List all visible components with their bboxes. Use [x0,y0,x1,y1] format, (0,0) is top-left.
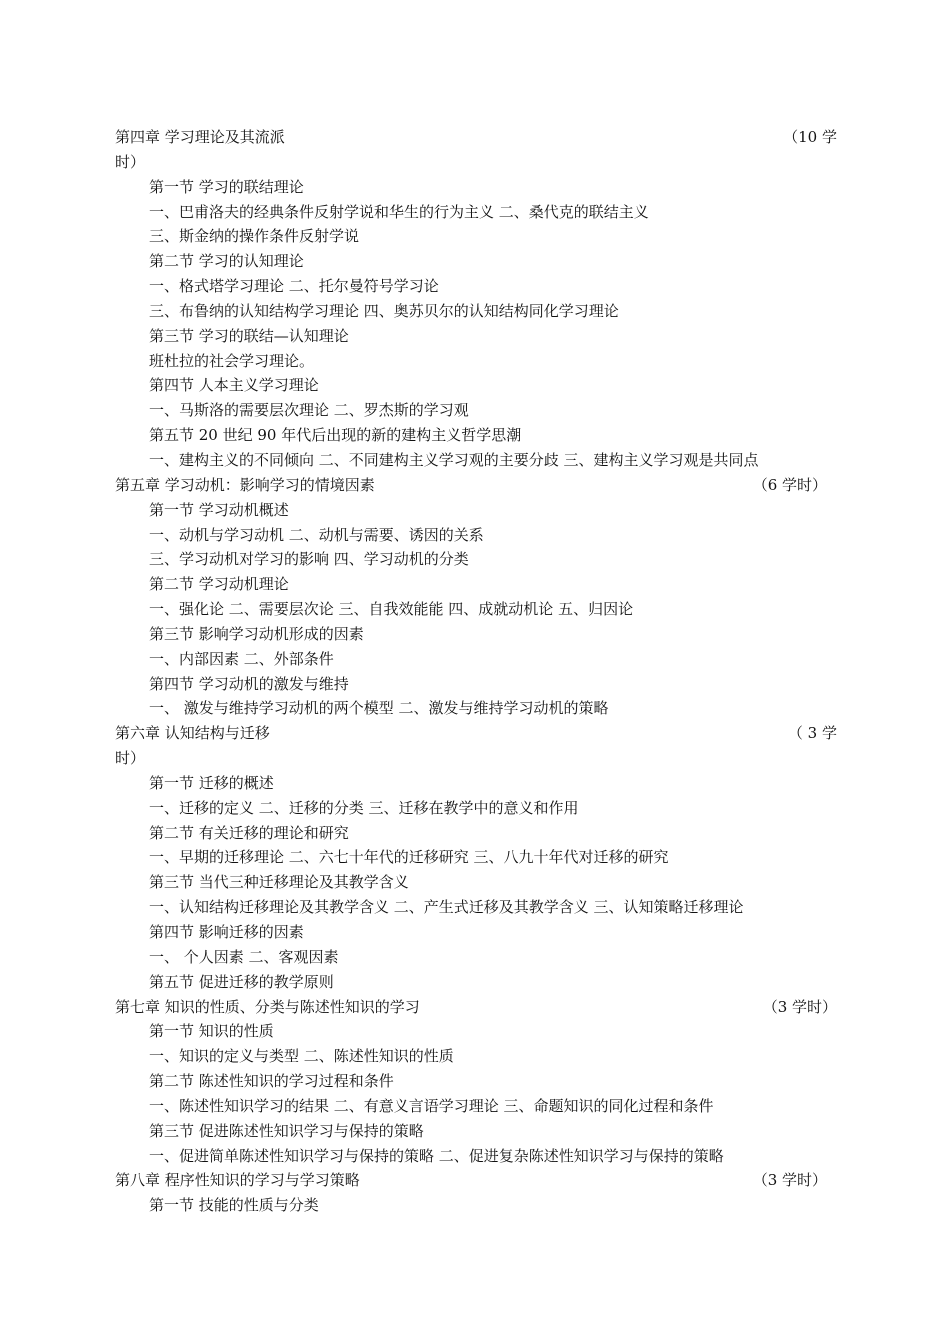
topic-line: 一、强化论 二、需要层次论 三、自我效能能 四、成就动机论 五、归因论 [149,600,634,619]
chapter-heading [115,721,837,746]
section-heading: 第二节 学习的认知理论 [149,252,304,271]
chapter-title: 第七章 知识的性质、分类与陈述性知识的学习 [115,997,420,1016]
section-heading: 第二节 有关迁移的理论和研究 [149,823,349,842]
section-heading: 第一节 学习动机概述 [149,500,289,519]
chapter-title: 第四章 学习理论及其流派 [115,128,285,146]
section-heading: 第四节 影响迁移的因素 [149,923,304,941]
topic-line: 班杜拉的社会学习理论。 [149,351,315,370]
chapter-heading [115,125,837,150]
topic-line: 一、知识的定义与类型 二、陈述性知识的性质 [149,1047,454,1066]
section-heading: 第二节 陈述性知识的学习过程和条件 [149,1072,394,1091]
section-heading: 第五节 促进迁移的教学原则 [149,972,334,991]
chapter-heading [115,473,837,498]
chapter-title: 第八章 程序性知识的学习与学习策略 [115,1171,360,1190]
chapter-hours: （3 学时） [752,1171,827,1190]
section-heading: 第三节 促进陈述性知识学习与保持的策略 [149,1121,424,1140]
topic-line: 一、陈述性知识学习的结果 二、有意义言语学习理论 三、命题知识的同化过程和条件 [149,1096,714,1115]
chapter-heading [115,995,837,1020]
topic-line: 一、早期的迁移理论 二、六七十年代的迁移研究 三、八九十年代对迁移的研究 [149,848,669,867]
topic-line: 一、动机与学习动机 二、动机与需要、诱因的关系 [149,525,484,544]
chapter-hours: （3 学时） [762,997,837,1016]
chapter-hours-wrap: 时） [115,152,146,171]
topic-line: 一、 个人因素 二、客观因素 [149,947,339,966]
topic-line: 一、 激发与维持学习动机的两个模型 二、激发与维持学习动机的策略 [149,699,609,718]
section-heading: 第一节 迁移的概述 [149,773,274,792]
chapter-heading [115,1168,837,1193]
topic-line: 一、迁移的定义 二、迁移的分类 三、迁移在教学中的意义和作用 [149,798,579,817]
topic-line: 一、促进简单陈述性知识学习与保持的策略 二、促进复杂陈述性知识学习与保持的策略 [149,1146,724,1165]
topic-line: 一、巴甫洛夫的经典条件反射学说和华生的行为主义 二、桑代克的联结主义 [149,202,649,221]
section-heading: 第五节 20 世纪 90 年代后出现的新的建构主义哲学思潮 [149,426,522,445]
topic-line: 一、建构主义的不同倾向 二、不同建构主义学习观的主要分歧 三、建构主义学习观是共同点 [149,450,759,469]
chapter-hours: （10 学 [783,128,837,146]
topic-line: 三、斯金纳的操作条件反射学说 [149,227,360,246]
section-heading: 第三节 当代三种迁移理论及其教学含义 [149,873,409,892]
topic-line: 一、内部因素 二、外部条件 [149,649,334,668]
chapter-title: 第五章 学习动机：影响学习的情境因素 [115,475,375,494]
chapter-hours: （6 学时） [752,475,827,494]
topic-line: 一、认知结构迁移理论及其教学含义 二、产生式迁移及其教学含义 三、认知策略迁移理论 [149,898,744,917]
section-heading: 第一节 技能的性质与分类 [149,1196,319,1215]
chapter-title: 第六章 认知结构与迁移 [115,724,270,743]
topic-line: 三、学习动机对学习的影响 四、学习动机的分类 [149,550,469,569]
syllabus-body [115,125,837,1218]
topic-line: 三、布鲁纳的认知结构学习理论 四、奥苏贝尔的认知结构同化学习理论 [149,301,619,320]
section-heading: 第二节 学习动机理论 [149,575,289,594]
section-heading: 第四节 学习动机的激发与维持 [149,674,349,693]
section-heading: 第一节 知识的性质 [149,1022,274,1041]
section-heading: 第三节 学习的联结—认知理论 [149,326,349,345]
chapter-hours: （ 3 学 [787,724,837,743]
topic-line: 一、格式塔学习理论 二、托尔曼符号学习论 [149,277,439,296]
section-heading: 第三节 影响学习动机形成的因素 [149,624,364,643]
section-heading: 第四节 人本主义学习理论 [149,376,319,395]
topic-line: 一、马斯洛的需要层次理论 二、罗杰斯的学习观 [149,401,469,420]
section-heading: 第一节 学习的联结理论 [149,177,304,196]
chapter-hours-wrap: 时） [115,749,146,768]
